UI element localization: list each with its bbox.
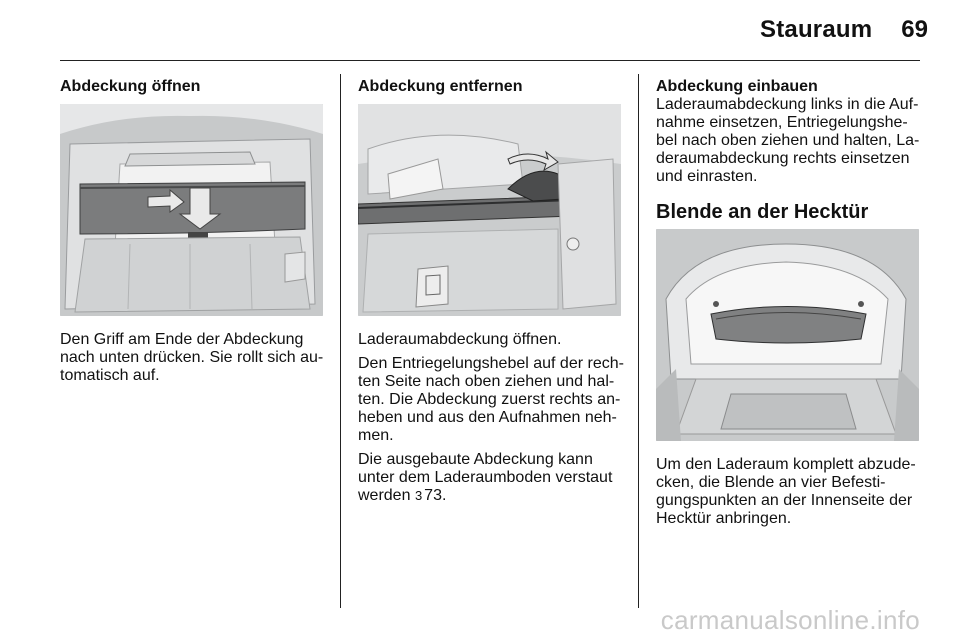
section-heading-open-cover: Abdeckung öffnen [60, 78, 201, 95]
column-3-text [656, 456, 928, 534]
column-2 [358, 78, 628, 104]
open-cover-instructions [60, 331, 332, 385]
column-1-text [60, 331, 332, 391]
text-line: ten. Die Abdeckung zuerst rechts an- [358, 391, 621, 408]
remove-cover-step-3 [358, 451, 630, 505]
section-heading-install-cover: Abdeckung einbauen [656, 78, 818, 95]
text-line: nach unten drücken. Sie rollt sich au- [60, 349, 324, 366]
text-line: gungspunkten an der Innenseite der [656, 492, 913, 509]
section-heading-remove-cover: Abdeckung entfernen [358, 78, 523, 95]
text-line: cken, die Blende an vier Befesti- [656, 474, 886, 491]
page-number: 69 [901, 16, 928, 43]
text-line: und einrasten. [656, 168, 758, 185]
text-line: unter dem Laderaumboden verstaut [358, 469, 613, 486]
column-divider-2 [638, 74, 639, 608]
text-line-with-reference [358, 487, 630, 505]
remove-cover-step-1 [358, 331, 630, 349]
tailgate-panel-illustration [656, 229, 919, 441]
cargo-cover-open-illustration [60, 104, 323, 316]
text-line: bel nach oben ziehen und halten, La- [656, 132, 920, 149]
text-line: deraumabdeckung rechts einsetzen [656, 150, 910, 167]
text-line: Um den Laderaum komplett abzude- [656, 456, 916, 473]
text-line: ten Seite nach oben ziehen und hal- [358, 373, 615, 390]
text-line: nahme einsetzen, Entriegelungshe- [656, 114, 908, 131]
section-heading-tailgate-panel: Blende an der Hecktür [656, 201, 869, 223]
text-line: Den Griff am Ende der Abdeckung [60, 331, 304, 348]
page-reference-link[interactable]: 73. [424, 487, 447, 504]
text-line: Die ausgebaute Abdeckung kann [358, 451, 593, 468]
page-reference-symbol: 3 [414, 488, 423, 503]
cargo-cover-remove-illustration [358, 104, 621, 316]
column-3-heading-2 [656, 203, 926, 221]
text-line: heben und aus den Aufnahmen neh- [358, 409, 617, 426]
column-divider-1 [340, 74, 341, 608]
text-line: Den Entriegelungshebel auf der rech- [358, 355, 624, 372]
text-line: Laderaumabdeckung links in die Auf- [656, 96, 919, 113]
text-fragment: werden [358, 487, 411, 504]
column-1 [60, 78, 330, 104]
page-title: Stauraum [760, 16, 873, 43]
text-line: Hecktür anbringen. [656, 510, 792, 527]
text-line: men. [358, 427, 394, 444]
remove-cover-step-2 [358, 355, 630, 445]
site-watermark: carmanualsonline.info [660, 605, 920, 635]
text-line: Laderaumabdeckung öffnen. [358, 331, 562, 348]
tailgate-panel-instructions [656, 456, 928, 528]
column-2-text [358, 331, 630, 511]
install-cover-instructions [656, 96, 926, 186]
text-line: tomatisch auf. [60, 367, 160, 384]
header-divider [60, 60, 920, 61]
column-3 [656, 78, 926, 192]
